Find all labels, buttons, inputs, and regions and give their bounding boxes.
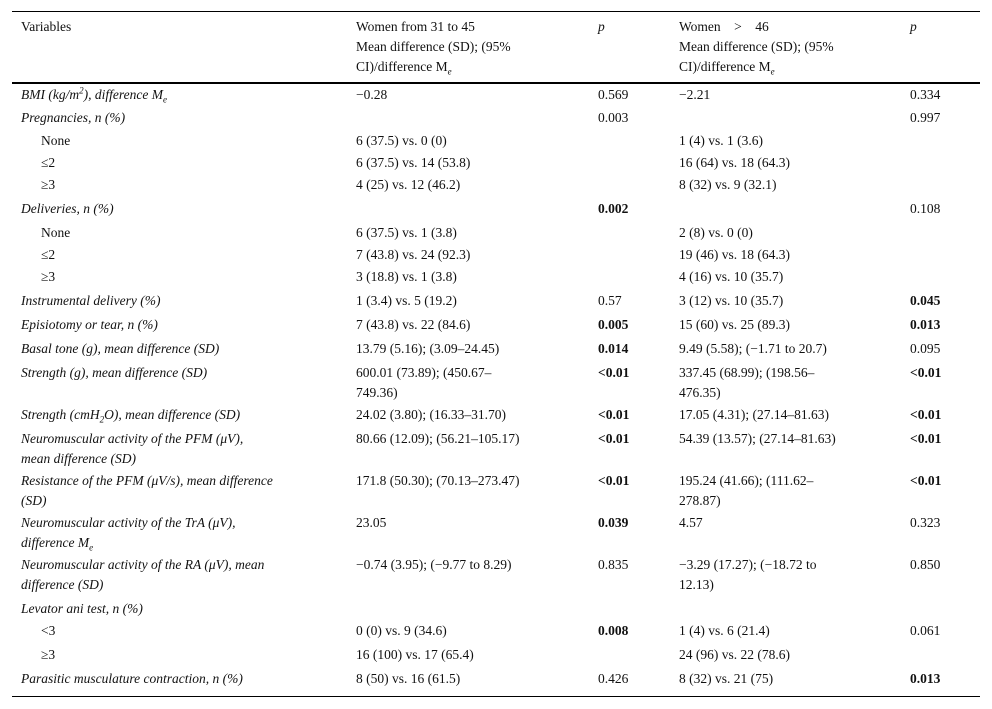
row-value-group2: 17.05 (4.31); (27.14–81.63) <box>679 407 829 422</box>
row-value-group1: 6 (37.5) vs. 14 (53.8) <box>356 155 471 170</box>
row-p-group1: <0.01 <box>598 365 630 380</box>
row-p-group2: 0.334 <box>910 87 941 102</box>
row-p-group1: <0.01 <box>598 407 630 422</box>
row-value-group1: 7 (43.8) vs. 24 (92.3) <box>356 247 471 262</box>
row-p-group2: <0.01 <box>910 365 942 380</box>
row-value-group2: −2.21 <box>679 87 711 102</box>
row-p-group1: 0.426 <box>598 671 629 686</box>
row-value-group2: 9.49 (5.58); (−1.71 to 20.7) <box>679 341 827 356</box>
row-label: Deliveries, n (%) <box>21 201 114 216</box>
row-p-group1: 0.835 <box>598 557 629 572</box>
row-label: ≤2 <box>41 247 56 262</box>
row-label: Instrumental delivery (%) <box>21 293 161 308</box>
row-label: Basal tone (g), mean difference (SD) <box>21 341 220 356</box>
row-value-group2: 1 (4) vs. 1 (3.6) <box>679 133 763 148</box>
row-p-group2: 0.323 <box>910 515 941 530</box>
row-label: None <box>41 133 71 148</box>
row-label: Resistance of the PFM (μV/s), mean difference (SD) <box>21 473 273 508</box>
row-value-group2: 195.24 (41.66); (111.62– 278.87) <box>679 473 814 508</box>
row-value-group2: 3 (12) vs. 10 (35.7) <box>679 293 784 308</box>
row-p-group1: 0.014 <box>598 341 629 356</box>
row-label: Neuromuscular activity of the RA (μV), mean difference (SD) <box>21 557 265 592</box>
row-value-group1: 1 (3.4) vs. 5 (19.2) <box>356 293 457 308</box>
row-value-group2: 1 (4) vs. 6 (21.4) <box>679 623 770 638</box>
row-p-group1: 0.008 <box>598 623 629 638</box>
row-label: Pregnancies, n (%) <box>21 110 126 125</box>
row-label: ≤2 <box>41 155 56 170</box>
table-header-rule <box>12 82 980 84</box>
row-value-group2: 54.39 (13.57); (27.14–81.63) <box>679 431 836 446</box>
row-value-group1: −0.74 (3.95); (−9.77 to 8.29) <box>356 557 512 572</box>
row-label: ≥3 <box>41 269 56 284</box>
row-label: Parasitic musculature contraction, n (%) <box>21 671 243 686</box>
table-bottom-rule <box>12 696 980 697</box>
header-group2: Women > 46 Mean difference (SD); (95% CI)/difference $M_e$ <box>679 19 834 77</box>
row-p-group1: 0.569 <box>598 87 629 102</box>
row-label: Levator ani test, n (%) <box>21 601 143 616</box>
header-p1: p <box>598 19 605 34</box>
header-group1: Women from 31 to 45 Mean difference (SD); (95% CI)/difference $M_e$ <box>356 19 511 77</box>
row-value-group2: 19 (46) vs. 18 (64.3) <box>679 247 790 262</box>
header-p2: p <box>910 19 917 34</box>
row-value-group1: 171.8 (50.30); (70.13–273.47) <box>356 473 520 488</box>
row-p-group1: <0.01 <box>598 473 630 488</box>
row-p-group2: 0.013 <box>910 671 941 686</box>
row-p-group2: 0.997 <box>910 110 941 125</box>
row-value-group2: −3.29 (17.27); (−18.72 to 12.13) <box>679 557 817 592</box>
table-top-rule <box>12 11 980 12</box>
row-value-group1: −0.28 <box>356 87 388 102</box>
row-value-group2: 4.57 <box>679 515 703 530</box>
row-label: Neuromuscular activity of the PFM (μV), mean difference (SD) <box>21 431 244 466</box>
row-value-group2: 15 (60) vs. 25 (89.3) <box>679 317 790 332</box>
row-value-group1: 16 (100) vs. 17 (65.4) <box>356 647 474 662</box>
row-label: Neuromuscular activity of the TrA (μV), difference $M_e$ <box>21 515 236 553</box>
row-value-group1: 24.02 (3.80); (16.33–31.70) <box>356 407 506 422</box>
row-p-group2: 0.095 <box>910 341 941 356</box>
row-p-group1: 0.002 <box>598 201 629 216</box>
row-value-group1: 23.05 <box>356 515 387 530</box>
row-value-group2: 337.45 (68.99); (198.56– 476.35) <box>679 365 815 400</box>
row-value-group2: 8 (32) vs. 9 (32.1) <box>679 177 777 192</box>
row-p-group2: <0.01 <box>910 473 942 488</box>
row-value-group1: 4 (25) vs. 12 (46.2) <box>356 177 461 192</box>
header-variables: Variables <box>21 19 72 34</box>
row-p-group2: <0.01 <box>910 407 942 422</box>
row-label: None <box>41 225 71 240</box>
row-p-group2: 0.850 <box>910 557 941 572</box>
row-value-group1: 6 (37.5) vs. 1 (3.8) <box>356 225 457 240</box>
row-label: Episiotomy or tear, n (%) <box>21 317 158 332</box>
row-value-group1: 8 (50) vs. 16 (61.5) <box>356 671 461 686</box>
row-value-group1: 7 (43.8) vs. 22 (84.6) <box>356 317 471 332</box>
row-value-group2: 8 (32) vs. 21 (75) <box>679 671 774 686</box>
row-p-group2: 0.045 <box>910 293 941 308</box>
row-value-group1: 0 (0) vs. 9 (34.6) <box>356 623 447 638</box>
row-label: Strength (cmH$_2$O), mean difference (SD) <box>21 407 241 425</box>
row-value-group1: 80.66 (12.09); (56.21–105.17) <box>356 431 520 446</box>
row-p-group2: 0.108 <box>910 201 941 216</box>
row-p-group2: 0.013 <box>910 317 941 332</box>
row-value-group1: 3 (18.8) vs. 1 (3.8) <box>356 269 457 284</box>
row-label: BMI $(kg/m^2)$, difference $M_e$ <box>21 85 167 105</box>
row-value-group2: 24 (96) vs. 22 (78.6) <box>679 647 790 662</box>
row-value-group1: 13.79 (5.16); (3.09–24.45) <box>356 341 500 356</box>
row-label: <3 <box>41 623 56 638</box>
row-value-group2: 16 (64) vs. 18 (64.3) <box>679 155 790 170</box>
row-p-group1: 0.003 <box>598 110 629 125</box>
row-p-group1: 0.57 <box>598 293 622 308</box>
row-label: ≥3 <box>41 647 56 662</box>
row-label: Strength (g), mean difference (SD) <box>21 365 208 380</box>
row-p-group1: 0.005 <box>598 317 629 332</box>
row-p-group2: <0.01 <box>910 431 942 446</box>
row-value-group1: 6 (37.5) vs. 0 (0) <box>356 133 447 148</box>
row-p-group2: 0.061 <box>910 623 941 638</box>
row-label: ≥3 <box>41 177 56 192</box>
row-value-group1: 600.01 (73.89); (450.67– 749.36) <box>356 365 492 400</box>
row-value-group2: 4 (16) vs. 10 (35.7) <box>679 269 784 284</box>
row-value-group2: 2 (8) vs. 0 (0) <box>679 225 753 240</box>
row-p-group1: 0.039 <box>598 515 629 530</box>
row-p-group1: <0.01 <box>598 431 630 446</box>
